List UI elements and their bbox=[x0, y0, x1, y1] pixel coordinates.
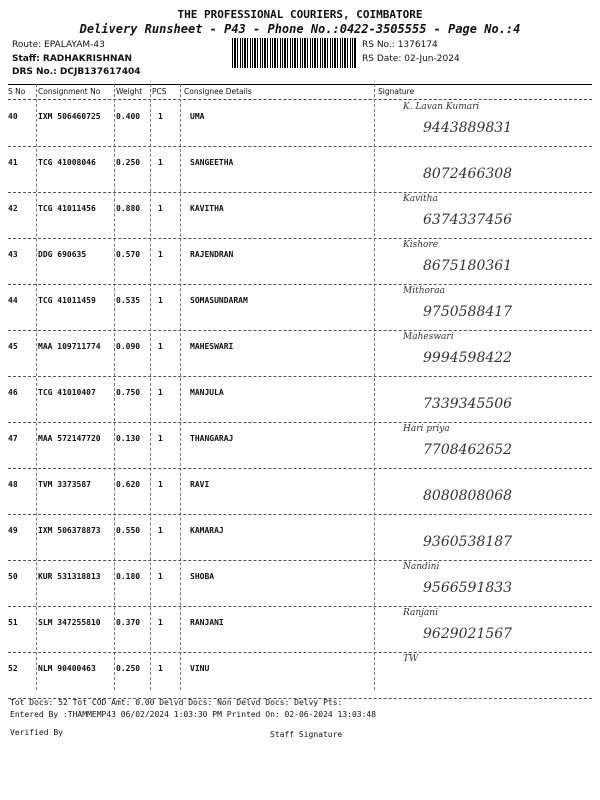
row-consignment: TCG 41011459 bbox=[38, 296, 96, 305]
row-sno: 49 bbox=[8, 526, 18, 535]
rs-no-label: RS No.: bbox=[362, 40, 395, 50]
signature-phone: 9750588417 bbox=[423, 304, 513, 320]
company-title: THE PROFESSIONAL COURIERS, COIMBATORE bbox=[177, 8, 423, 21]
row-consignee: THANGARAJ bbox=[190, 434, 234, 443]
col-signature: Signature bbox=[378, 87, 415, 96]
row-consignee: SANGEETHA bbox=[190, 158, 234, 167]
totals-line: Tot Docs: 52 Tot COD Amt: 0.00 Delvd Docs: Non Delvd Docs: Delvy Pts: bbox=[10, 698, 343, 707]
row-consignee: VINU bbox=[190, 664, 210, 673]
row-pcs: 1 bbox=[158, 434, 163, 443]
handwritten-signature bbox=[393, 378, 588, 428]
row-consignment: NLM 90400463 bbox=[38, 664, 96, 673]
table-row bbox=[8, 100, 592, 147]
row-weight: 0.750 bbox=[116, 388, 141, 397]
signature-name: Nandini bbox=[403, 562, 440, 572]
staff-signature-label: Staff Signature bbox=[270, 730, 343, 739]
row-weight: 0.550 bbox=[116, 526, 141, 535]
signature-phone: 6374337456 bbox=[423, 212, 513, 228]
drs-line bbox=[12, 67, 141, 77]
row-sno: 41 bbox=[8, 158, 18, 167]
signature-phone: 9443889831 bbox=[423, 120, 513, 136]
row-consignee: SOMASUNDARAM bbox=[190, 296, 248, 305]
signature-phone: 8675180361 bbox=[423, 258, 513, 274]
row-pcs: 1 bbox=[158, 296, 163, 305]
row-consignment: TCG 41011456 bbox=[38, 204, 96, 213]
table-row bbox=[8, 146, 592, 193]
row-weight: 0.250 bbox=[116, 664, 141, 673]
row-sno: 46 bbox=[8, 388, 18, 397]
col-weight: Weight bbox=[116, 87, 143, 96]
signature-phone: 9994598422 bbox=[423, 350, 513, 366]
table-row bbox=[8, 606, 592, 653]
signature-name: K. Lavan Kumari bbox=[403, 102, 480, 112]
row-pcs: 1 bbox=[158, 664, 163, 673]
entered-line: Entered By :THAMMEMP43 06/02/2024 1:03:30 PM Printed On: 02-06-2024 13:03:48 bbox=[10, 710, 377, 719]
signature-phone: 8080808068 bbox=[423, 488, 513, 504]
handwritten-signature bbox=[393, 286, 588, 336]
handwritten-signature bbox=[393, 424, 588, 474]
row-consignment: TVM 3373587 bbox=[38, 480, 91, 489]
row-consignment: DDG 690635 bbox=[38, 250, 87, 259]
table-row bbox=[8, 284, 592, 331]
rs-no-line bbox=[362, 40, 438, 50]
row-consignee: KAMARAJ bbox=[190, 526, 224, 535]
row-pcs: 1 bbox=[158, 388, 163, 397]
rs-date-value: 02-Jun-2024 bbox=[404, 54, 460, 64]
signature-name: Ranjani bbox=[403, 608, 438, 618]
row-consignee: RANJANI bbox=[190, 618, 224, 627]
row-weight: 0.400 bbox=[116, 112, 141, 121]
row-sno: 45 bbox=[8, 342, 18, 351]
staff-line bbox=[12, 54, 132, 64]
handwritten-signature bbox=[393, 240, 588, 290]
row-sno: 52 bbox=[8, 664, 18, 673]
table-header bbox=[8, 84, 592, 100]
row-consignee: SHOBA bbox=[190, 572, 215, 581]
row-consignee: KAVITHA bbox=[190, 204, 224, 213]
row-weight: 0.090 bbox=[116, 342, 141, 351]
row-consignment: SLM 347255810 bbox=[38, 618, 101, 627]
signature-phone: 7708462652 bbox=[423, 442, 513, 458]
col-consignment: Consignment No bbox=[38, 87, 101, 96]
verified-by: Verified By bbox=[10, 728, 63, 737]
drs-label: DRS No.: bbox=[12, 67, 57, 77]
table-row bbox=[8, 376, 592, 423]
row-sno: 40 bbox=[8, 112, 18, 121]
row-sno: 43 bbox=[8, 250, 18, 259]
rs-date-line bbox=[362, 54, 460, 64]
table-row bbox=[8, 652, 592, 699]
row-consignment: IXM 506460725 bbox=[38, 112, 101, 121]
row-sno: 48 bbox=[8, 480, 18, 489]
row-pcs: 1 bbox=[158, 526, 163, 535]
signature-phone: 7339345506 bbox=[423, 396, 513, 412]
row-consignment: TCG 41008046 bbox=[38, 158, 96, 167]
handwritten-signature bbox=[393, 470, 588, 520]
row-consignee: MANJULA bbox=[190, 388, 224, 397]
handwritten-signature bbox=[393, 332, 588, 382]
signature-name: Hari priya bbox=[403, 424, 450, 434]
row-consignment: MAA 109711774 bbox=[38, 342, 101, 351]
row-sno: 44 bbox=[8, 296, 18, 305]
col-consignee: Consignee Details bbox=[184, 87, 252, 96]
signature-name: Mithoraa bbox=[403, 286, 445, 296]
handwritten-signature bbox=[393, 194, 588, 244]
row-weight: 0.250 bbox=[116, 158, 141, 167]
route-value: EPALAYAM-43 bbox=[44, 40, 105, 50]
row-pcs: 1 bbox=[158, 250, 163, 259]
row-weight: 0.180 bbox=[116, 572, 141, 581]
handwritten-signature bbox=[393, 562, 588, 612]
table-row bbox=[8, 238, 592, 285]
rs-date-label: RS Date: bbox=[362, 54, 402, 64]
table-row bbox=[8, 514, 592, 561]
row-pcs: 1 bbox=[158, 572, 163, 581]
row-consignment: KUR 531318813 bbox=[38, 572, 101, 581]
signature-name: Maheswari bbox=[403, 332, 454, 342]
staff-label: Staff: bbox=[12, 54, 40, 64]
row-sno: 50 bbox=[8, 572, 18, 581]
table-row bbox=[8, 192, 592, 239]
row-weight: 0.620 bbox=[116, 480, 141, 489]
table-row bbox=[8, 468, 592, 515]
row-consignment: IXM 506378873 bbox=[38, 526, 101, 535]
col-sno: S No bbox=[8, 87, 26, 96]
table-row bbox=[8, 560, 592, 607]
row-consignee: MAHESWARI bbox=[190, 342, 234, 351]
row-sno: 51 bbox=[8, 618, 18, 627]
route-label: Route: bbox=[12, 40, 42, 50]
row-consignee: RAJENDRAN bbox=[190, 250, 234, 259]
signature-phone: 8072466308 bbox=[423, 166, 513, 182]
row-consignee: RAVI bbox=[190, 480, 210, 489]
row-pcs: 1 bbox=[158, 480, 163, 489]
row-weight: 0.130 bbox=[116, 434, 141, 443]
row-weight: 0.535 bbox=[116, 296, 141, 305]
handwritten-signature bbox=[393, 148, 588, 198]
handwritten-signature bbox=[393, 516, 588, 566]
barcode bbox=[232, 38, 356, 68]
table-row bbox=[8, 422, 592, 469]
row-consignment: TCG 41010407 bbox=[38, 388, 96, 397]
route-line bbox=[12, 40, 105, 50]
staff-value: RADHAKRISHNAN bbox=[42, 54, 133, 64]
row-pcs: 1 bbox=[158, 618, 163, 627]
row-pcs: 1 bbox=[158, 204, 163, 213]
row-pcs: 1 bbox=[158, 112, 163, 121]
signature-phone: 9566591833 bbox=[423, 580, 513, 596]
signature-name: Kishore bbox=[403, 240, 439, 250]
row-pcs: 1 bbox=[158, 342, 163, 351]
drs-value: DCJB137617404 bbox=[59, 67, 141, 77]
row-consignee: UMA bbox=[190, 112, 205, 121]
handwritten-signature bbox=[393, 102, 588, 152]
col-pcs: PCS bbox=[152, 87, 167, 96]
row-consignment: MAA 572147720 bbox=[38, 434, 101, 443]
row-weight: 0.880 bbox=[116, 204, 141, 213]
row-weight: 0.370 bbox=[116, 618, 141, 627]
table-row bbox=[8, 330, 592, 377]
handwritten-signature bbox=[393, 654, 588, 704]
row-sno: 42 bbox=[8, 204, 18, 213]
signature-phone: 9629021567 bbox=[423, 626, 513, 642]
row-pcs: 1 bbox=[158, 158, 163, 167]
row-weight: 0.570 bbox=[116, 250, 141, 259]
signature-name: TW bbox=[403, 654, 419, 664]
row-sno: 47 bbox=[8, 434, 18, 443]
handwritten-signature bbox=[393, 608, 588, 658]
runsheet-title: Delivery Runsheet - P43 - Phone No.:0422-3505555 - Page No.:4 bbox=[79, 22, 521, 36]
signature-name: Kavitha bbox=[403, 194, 438, 204]
signature-phone: 9360538187 bbox=[423, 534, 513, 550]
rs-no-value: 1376174 bbox=[397, 40, 438, 50]
